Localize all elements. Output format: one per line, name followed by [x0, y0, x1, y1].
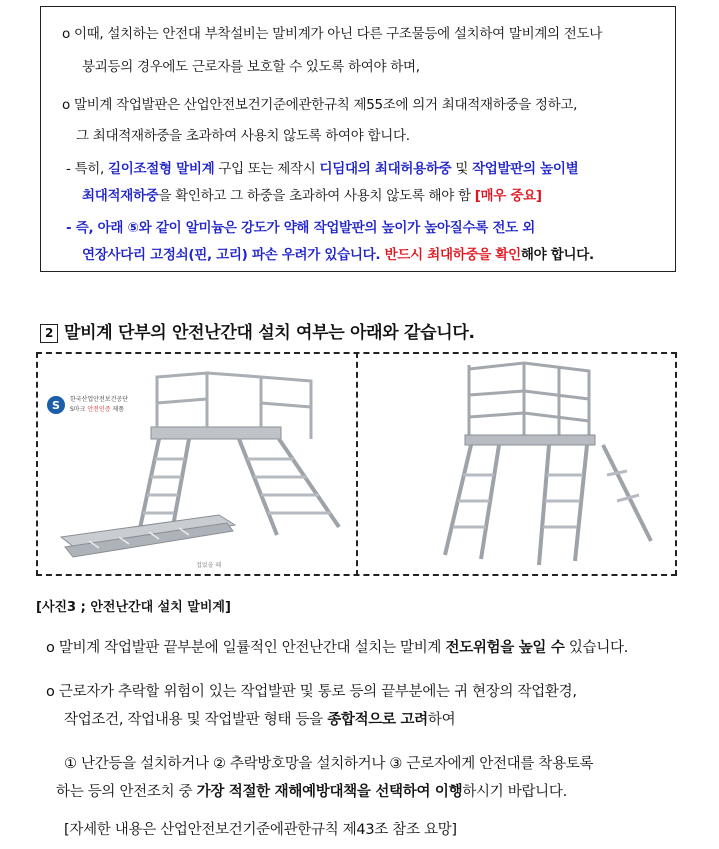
- text: 및: [451, 161, 473, 177]
- box-line-1: o 이때, 설치하는 안전대 부착설비는 말비계가 아닌 다른 구조물등에 설치하여 말비계의 전도나: [62, 26, 603, 42]
- logo-text-2: [70, 405, 124, 413]
- photo-divider: [356, 352, 358, 576]
- box-line-4: 그 최대적재하중을 초과하여 사용치 않도록 하여야 합니다.: [76, 128, 410, 144]
- text: 하는 등의 안전조치 중: [56, 784, 197, 800]
- text-bold: 가장 적절한 재해예방대책을 선택하여 이행: [196, 784, 463, 800]
- paragraph-5: [56, 780, 567, 801]
- paragraph-4: ① 난간등을 설치하거나 ② 추락방호망을 설치하거나 ③ 근로자에게 안전대를 착용토록: [64, 756, 594, 772]
- box-line-8: [82, 243, 594, 263]
- box-line-3: o 말비계 작업발판은 산업안전보건기준에관한규칙 제55조에 의거 최대적재하중을 정하고,: [62, 97, 578, 113]
- highlight-red: [매우 중요]: [474, 188, 542, 204]
- box-line-6: [82, 184, 542, 204]
- text-bold: 전도위험을 높일 수: [445, 640, 565, 656]
- s-mark-logo-icon: [47, 396, 65, 414]
- highlight-red: 반드시 최대하중을 확인: [384, 247, 521, 263]
- highlight-blue: 작업발판의 높이별: [472, 161, 579, 177]
- svg-text:S: S: [52, 399, 60, 412]
- text: 을 확인하고 그 하중을 초과하여 사용치 않도록 해야 함: [158, 188, 475, 204]
- paragraph-3: [64, 708, 455, 729]
- highlight-blue: 길이조절형 말비계: [108, 161, 215, 177]
- text-bold: 해야 합니다.: [520, 247, 594, 263]
- text: 하여: [427, 712, 456, 728]
- box-line-2: 붕괴등의 경우에도 근로자를 보호할 수 있도록 하여야 하며,: [82, 59, 420, 75]
- highlight-blue: 연장사다리 고정쇠(핀, 고리) 파손 우려가 있습니다.: [82, 247, 385, 263]
- text: 하시기 바랍니다.: [462, 784, 567, 800]
- photo-left-scaffold-image: [39, 355, 354, 573]
- highlight-blue: 최대적재하중: [82, 188, 159, 204]
- text: 작업조건, 작업내용 및 작업발판 형태 등을: [64, 712, 328, 728]
- highlight-blue: 디딤대의 최대허용하중: [319, 161, 452, 177]
- logo-text: S마크: [70, 406, 88, 413]
- section-number: 2: [40, 324, 58, 343]
- box-line-5: [66, 157, 578, 177]
- section-title: 말비계 단부의 안전난간대 설치 여부는 아래와 같습니다.: [64, 323, 475, 343]
- text-bold: 종합적으로 고려: [327, 712, 428, 728]
- photo-caption: [사진3 ; 안전난간대 설치 말비계]: [36, 600, 231, 615]
- folded-label: 접었을 때: [196, 562, 222, 569]
- text: - 특히,: [66, 161, 109, 177]
- text: 구입 또는 제작시: [214, 161, 320, 177]
- photo-right-scaffold-image: [359, 355, 674, 573]
- text: 있습니다.: [564, 640, 629, 656]
- paragraph-1: [46, 636, 628, 657]
- box-line-7: - 즉, 아래 ⑤와 같이 알미늄은 강도가 약해 작업발판의 높이가 높아질수록 전도 외: [66, 220, 536, 236]
- logo-text-red: 안전인증: [87, 406, 111, 413]
- logo-text: 제품: [110, 406, 124, 413]
- text: o 말비계 작업발판 끝부분에 일률적인 안전난간대 설치는 말비계: [46, 640, 446, 656]
- section-heading: [40, 318, 475, 343]
- paragraph-6-reference: [자세한 내용은 산업안전보건기준에관한규칙 제43조 참조 요망]: [64, 822, 457, 838]
- logo-text-1: 한국산업안전보건공단: [70, 396, 128, 403]
- paragraph-2: o 근로자가 추락할 위험이 있는 작업발판 및 통로 등의 끝부분에는 귀 현장의 작업환경,: [46, 684, 577, 700]
